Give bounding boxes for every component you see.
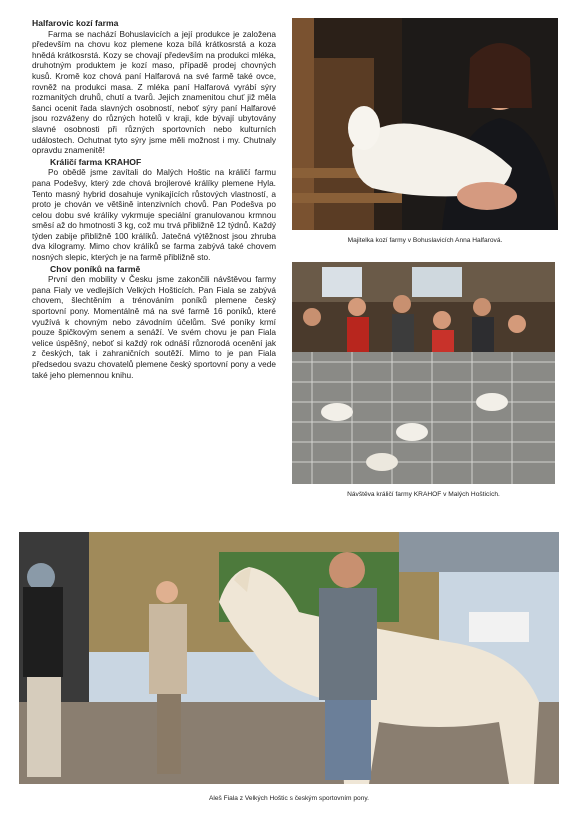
goat-owner-illustration [292, 18, 558, 230]
article-text [32, 18, 276, 381]
paragraph-pony-farm: První den mobility v Česku jsme zakončili návštěvou farmy pana Fialy ve vedlejších Velkých Hošticích. Pan Fiala se zabývá chovem, šlechtěním a trénováním poníků plemene český sportovní pony. Momentálně má na své farmě 16 poníků, které využívá k chovným nebo závodním účelům. Své poníky krmí pouze špičkovým senem a senáží. Ve svém chovu je pan Fiala velice úspěšný, neboť si každý rok odnáší různorodá ocenění jak z českých, tak i zahraničních soutěží. Mimo to je pan Fiala předsedou svazu chovatelů plemene český sportovní pony a vede také jeho plemennou knihu. [32, 274, 276, 380]
pony-farm-illustration [19, 532, 559, 784]
photo-pony-farm [19, 532, 559, 784]
caption-rabbits: Návštěva králičí farmy KRAHOF v Malých Hošticích. [347, 491, 500, 498]
section-title-rabbit-farm: Králičí farma KRAHOF [50, 156, 142, 167]
paragraph-rabbit-farm: Po obědě jsme zavítali do Malých Hoštic na králičí farmu pana Podešvy, který zde chová brojlerové králíky plemene Hyla. Tento masný hybrid dosahuje vynikajících růstových vlastností, a proto je chován ve většině intenzivních chovů. Pan Podešva po celou dobu své králíky vykrmuje speciální granulovanou krmnou směsí až do hmotnosti 3 kg, což mu trvá přibližně 12 týdnů. Každý týden zabije přibližně 100 králíků. Jatečná výtěžnost jsou zhruba dva kilogramy. Mimo chov králíků se farma zabývá také chovem nosných slepic, kterých je na farmě přibližně sto. [32, 167, 276, 263]
caption-pony: Aleš Fiala z Velkých Hoštic s českým sportovním pony. [208, 795, 369, 802]
rabbit-farm-illustration [292, 262, 555, 484]
paragraph-goat-farm: Farma se nachází Bohuslavicích a její produkce je založena především na chovu koz plemene koza bílá krátkosrstá a koza hnědá krátkosrstá. Kozy se chovají především na produkci mléka, druhotným produktem je kozí maso, případě prodej chovných kusů. Kromě koz chová paní Halfarová na své farmě také ovce, rovněž na produkci masa. Z mléka paní Halfarová vyrábí sýry rozmanitých druhů, chutí a tvarů. Jejich znamenitou chuť již měla šanci ocenit řada slavných osobností, neboť sýry paní Halfarové jsou rozváženy do různých hotelů v kraji, kde bývají ubytovány slavné osobnosti při různých sportovních nebo kulturních událostech. Ochutnat tyto sýry jsme měli možnost i my. Chutnaly opravdu znamenitě! [32, 28, 276, 156]
section-title-goat-farm: Halfarovic kozí farma [32, 18, 119, 28]
photo-rabbit-farm [292, 262, 555, 484]
caption-goat: Majitelka kozí farmy v Bohuslavicích Anna Halfarová. [347, 237, 503, 244]
photo-goat-owner [292, 18, 558, 230]
section-title-pony-farm: Chov poníků na farmě [50, 263, 141, 274]
